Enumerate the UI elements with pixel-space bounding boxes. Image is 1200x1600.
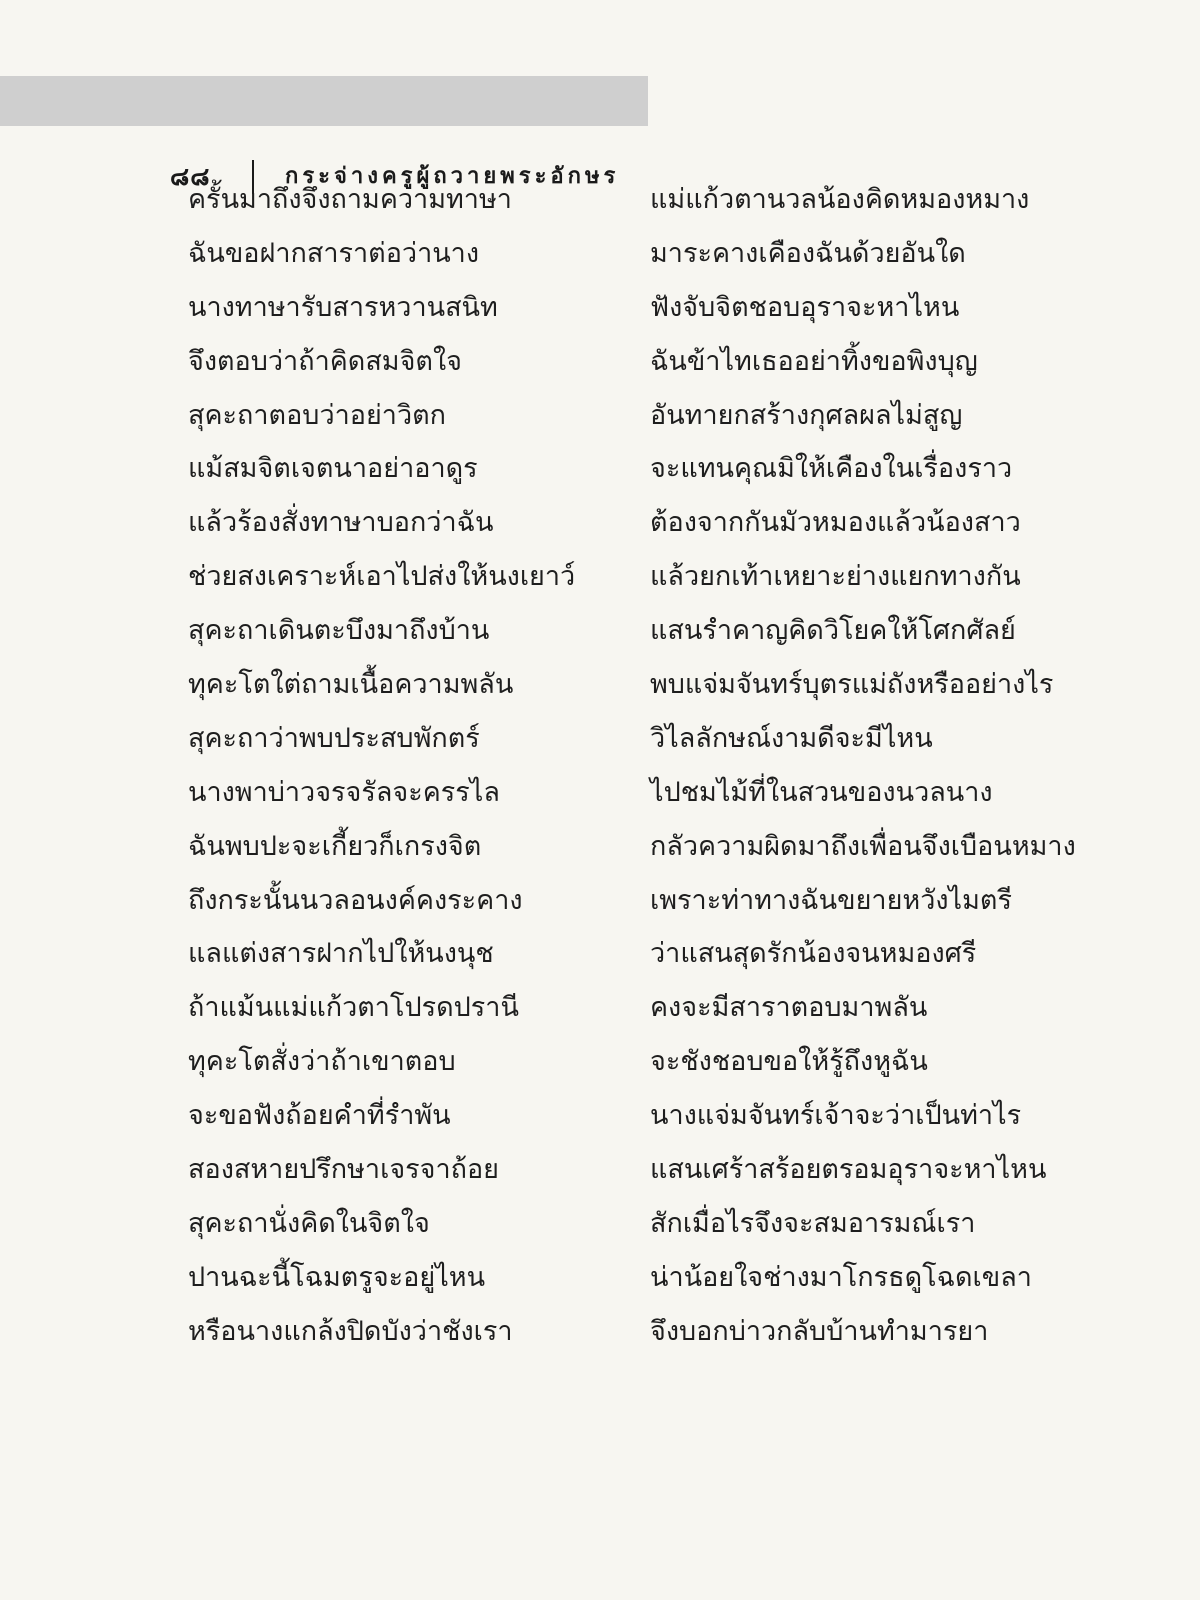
- verse-line: ฟังจับจิตชอบอุราจะหาไหน: [650, 291, 960, 323]
- page-number: ๘๘: [170, 162, 211, 191]
- verse-line: ปานฉะนี้โฉมตรูจะอยู่ไหน: [188, 1261, 486, 1293]
- verse-line: สองสหายปรึกษาเจรจาถ้อย: [188, 1154, 500, 1186]
- verse-line: เพราะท่าทางฉันขยายหวังไมตรี: [650, 884, 1012, 916]
- verse-line: แสนรำคาญคิดวิโยคให้โศกศัลย์: [650, 615, 1016, 647]
- verse-line: พบแจ่มจันทร์บุตรแม่ถังหรืออย่างไร: [650, 669, 1054, 701]
- verse-line: น่าน้อยใจช่างมาโกรธดูโฉดเขลา: [650, 1261, 1032, 1293]
- verse-line: แม้สมจิตเจตนาอย่าอาดูร: [188, 453, 478, 485]
- verse-line: อันทายกสร้างกุศลผลไม่สูญ: [650, 399, 963, 431]
- verse-line: แสนเศร้าสร้อยตรอมอุราจะหาไหน: [650, 1154, 1047, 1186]
- verse-line: ไปชมไม้ที่ในสวนของนวลนาง: [650, 776, 993, 808]
- verse-line: ช่วยสงเคราะห์เอาไปส่งให้นงเยาว์: [188, 561, 576, 593]
- verse-line: สุคะถาว่าพบประสบพักตร์: [188, 722, 480, 754]
- verse-line: ถ้าแม้นแม่แก้วตาโปรดปรานี: [188, 992, 519, 1024]
- verse-line: ถึงกระนั้นนวลอนงค์คงระคาง: [188, 884, 523, 916]
- verse-line: ทุคะโตใต่ถามเนื้อความพลัน: [188, 669, 514, 701]
- verse-line: จึงบอกบ่าวกลับบ้านทำมารยา: [650, 1315, 989, 1347]
- verse-line: กลัวความผิดมาถึงเพื่อนจึงเบือนหมาง: [650, 830, 1076, 862]
- verse-line: แล้วยกเท้าเหยาะย่างแยกทางกัน: [650, 561, 1021, 593]
- verse-line: วิไลลักษณ์งามดีจะมีไหน: [650, 722, 933, 754]
- verse-line: สักเมื่อไรจึงจะสมอารมณ์เรา: [650, 1207, 976, 1239]
- verse-line: จะแทนคุณมิให้เคืองในเรื่องราว: [650, 453, 1013, 485]
- book-title: กระจ่างครูผู้ถวายพระอักษร: [285, 164, 620, 189]
- verse-line: แล้วร้องสั่งทาษาบอกว่าฉัน: [188, 507, 494, 539]
- verse-line: นางแจ่มจันทร์เจ้าจะว่าเป็นท่าไร: [650, 1100, 1022, 1132]
- verse-line: มาระคางเคืองฉันด้วยอันใด: [650, 237, 966, 269]
- verse-line: จะชังชอบขอให้รู้ถึงหูฉัน: [650, 1046, 928, 1078]
- verse-line: นางทาษารับสารหวานสนิท: [188, 291, 498, 323]
- verse-line: แลแต่งสารฝากไปให้นงนุช: [188, 938, 494, 970]
- verse-line: หรือนางแกล้งปิดบังว่าชังเรา: [188, 1315, 513, 1347]
- verse-line: สุคะถานั่งคิดในจิตใจ: [188, 1207, 430, 1239]
- verse-line: ทุคะโตสั่งว่าถ้าเขาตอบ: [188, 1046, 456, 1078]
- verse-line: ฉันพบปะจะเกี้ยวก็เกรงจิต: [188, 830, 482, 862]
- verse-column-right: [650, 178, 1076, 1364]
- verse-line: นางพาบ่าวจรจรัลจะครรไล: [188, 776, 500, 808]
- verse-line: ฉันข้าไทเธออย่าทิ้งขอพิงบุญ: [650, 345, 978, 377]
- verse-line: สุคะถาเดินตะบึงมาถึงบ้าน: [188, 615, 490, 647]
- verse-line: ครั้นมาถึงจึงถามความทาษา: [188, 184, 512, 215]
- verse-line: จึงตอบว่าถ้าคิดสมจิตใจ: [188, 345, 462, 377]
- verse-line: ต้องจากกันมัวหมองแล้วน้องสาว: [650, 507, 1021, 539]
- verse-line: ฉันขอฝากสาราต่อว่านาง: [188, 237, 480, 269]
- verse-line: ว่าแสนสุดรักน้องจนหมองศรี: [650, 938, 977, 970]
- verse-line: สุคะถาตอบว่าอย่าวิตก: [188, 399, 447, 431]
- running-header: [0, 76, 648, 191]
- verse-line: แม่แก้วตานวลน้องคิดหมองหมาง: [650, 184, 1030, 215]
- verse-line: จะขอฟังถ้อยคำที่รำพัน: [188, 1100, 451, 1132]
- verse-column-left: [188, 178, 575, 1364]
- verse-line: คงจะมีสาราตอบมาพลัน: [650, 992, 928, 1024]
